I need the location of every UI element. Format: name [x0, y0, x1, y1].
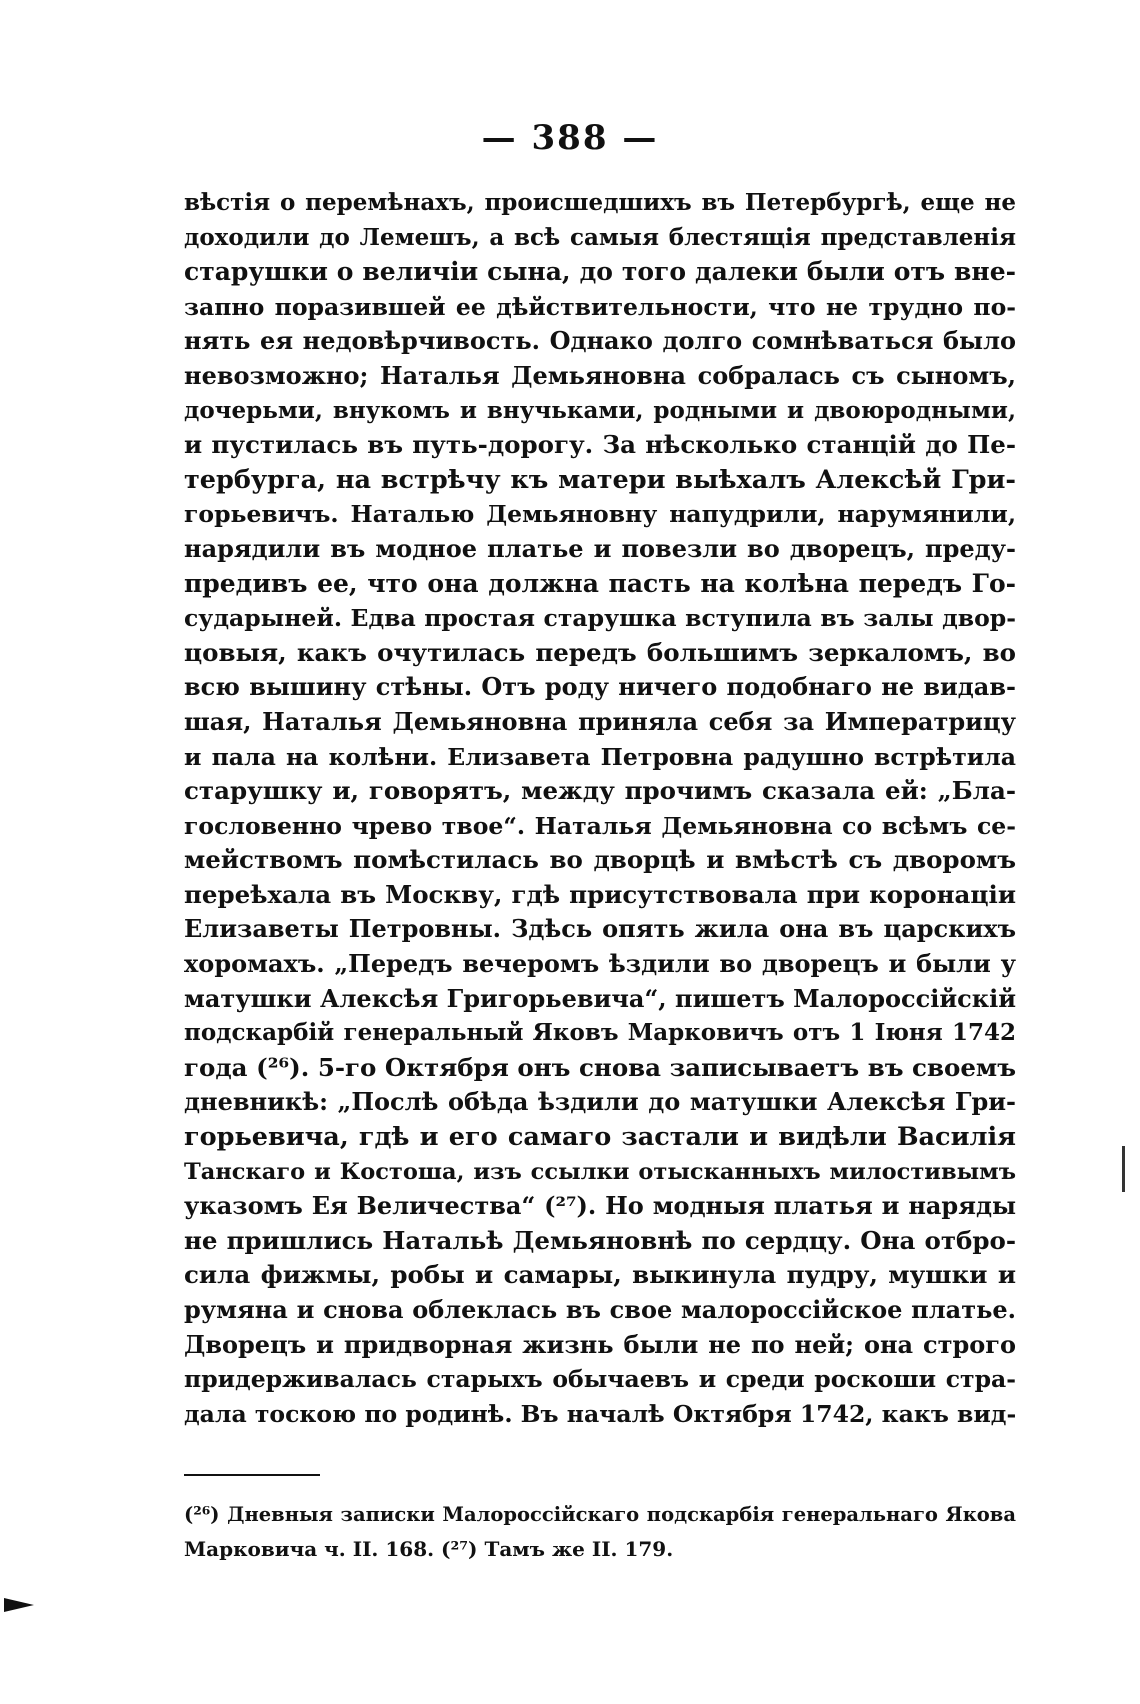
text-line: горьевичъ. Наталью Демьяновну напудрили, нарумянили,: [184, 500, 1016, 529]
text-line: нять ея недовѣрчивость. Однако долго сомнѣваться было: [184, 326, 1016, 356]
footnote-divider: [184, 1474, 320, 1476]
text-line: вѣстія о перемѣнахъ, происшедшихъ въ Петербургѣ, еще не: [184, 189, 1016, 216]
footnotes: [184, 1498, 1016, 1566]
text-line: придерживалась старыхъ обычаевъ и среди роскоши стра-: [184, 1365, 1016, 1394]
text-line: Елизаветы Петровны. Здѣсь опять жила она въ царскихъ: [184, 914, 1016, 944]
text-line: запно поразившей ее дѣйствительности, что не трудно по-: [184, 292, 1016, 321]
text-line: не пришлись Натальѣ Демьяновнѣ по сердцу. Она отбро-: [184, 1225, 1016, 1255]
text-line: гословенно чрево твое“. Наталья Демьяновна со всѣмъ се-: [184, 811, 1016, 840]
text-line: дала тоскою по родинѣ. Въ началѣ Октября 1742, какъ вид-: [184, 1399, 1016, 1428]
text-line: мействомъ помѣстилась во дворцѣ и вмѣстѣ съ дворомъ: [184, 845, 1016, 875]
text-line: подскарбій генеральный Яковъ Марковичъ отъ 1 Іюня 1742: [184, 1019, 1016, 1047]
body-text: [184, 186, 1016, 1431]
text-line: невозможно; Наталья Демьяновна собралась съ сыномъ,: [184, 360, 1016, 390]
text-line: дочерьми, внукомъ и внучьками, родными и двоюродными,: [184, 396, 1016, 424]
text-line: сударыней. Едва простая старушка вступила въ залы двор-: [184, 604, 1016, 633]
text-line: старушку и, говорятъ, между прочимъ сказала ей: „Бла-: [184, 776, 1016, 806]
text-line: горьевича, гдѣ и его самаго застали и видѣли Василія: [184, 1122, 1016, 1153]
margin-mark: [1122, 1146, 1125, 1192]
text-line: нарядили въ модное платье и повезли во дворецъ, преду-: [184, 533, 1016, 563]
footnote-line: (²⁶) Дневныя записки Малороссійскаго подскарбія генеральнаго Якова: [184, 1503, 1016, 1526]
text-line: цовыя, какъ очутилась передъ большимъ зеркаломъ, во: [184, 637, 1016, 667]
text-line: тербурга, на встрѣчу къ матери выѣхалъ Алексѣй Гри-: [184, 464, 1016, 495]
text-line: матушки Алексѣя Григорьевича“, пишетъ Малороссійскій: [184, 983, 1016, 1013]
text-line: старушки о величіи сына, до того далеки были отъ вне-: [184, 257, 1016, 287]
text-line: года (²⁶). 5-го Октября онъ снова записываетъ въ своемъ: [184, 1052, 1016, 1082]
text-line: шая, Наталья Демьяновна приняла себя за Императрицу: [184, 706, 1016, 736]
text-line: и пала на колѣни. Елизавета Петровна радушно встрѣтила: [184, 742, 1016, 771]
text-line: переѣхала въ Москву, гдѣ присутствовала при коронаціи: [184, 879, 1016, 909]
footnote-line: Марковича ч. II. 168. (²⁷) Тамъ же II. 179.: [184, 1537, 674, 1561]
page-number: — 388 —: [481, 118, 659, 158]
text-line: Танскаго и Костоша, изъ ссылки отысканныхъ милостивымъ: [184, 1158, 1016, 1185]
text-line: хоромахъ. „Передъ вечеромъ ѣздили во дворецъ и были у: [184, 949, 1016, 979]
text-line: всю вышину стѣны. Отъ роду ничего подобнаго не видав-: [184, 672, 1016, 702]
text-line: дневникѣ: „Послѣ обѣда ѣздили до матушки Алексѣя Гри-: [184, 1087, 1016, 1117]
text-line: и пустилась въ путь-дорогу. За нѣсколько станцій до Пе-: [184, 430, 1016, 460]
text-line: сила фижмы, робы и самары, выкинула пудру, мушки и: [184, 1260, 1016, 1290]
text-line: доходили до Лемешъ, а всѣ самыя блестящія представленія: [184, 223, 1016, 251]
text-line: предивъ ее, что она должна пасть на колѣна передъ Го-: [184, 568, 1016, 598]
text-line: указомъ Ея Величества“ (²⁷). Но модныя платья и наряды: [184, 1191, 1016, 1221]
text-line: Дворецъ и придворная жизнь были не по ней; она строго: [184, 1329, 1016, 1359]
text-line: румяна и снова облеклась въ свое малороссійское платье.: [184, 1295, 1016, 1324]
page-arrow-icon: [4, 1598, 34, 1612]
